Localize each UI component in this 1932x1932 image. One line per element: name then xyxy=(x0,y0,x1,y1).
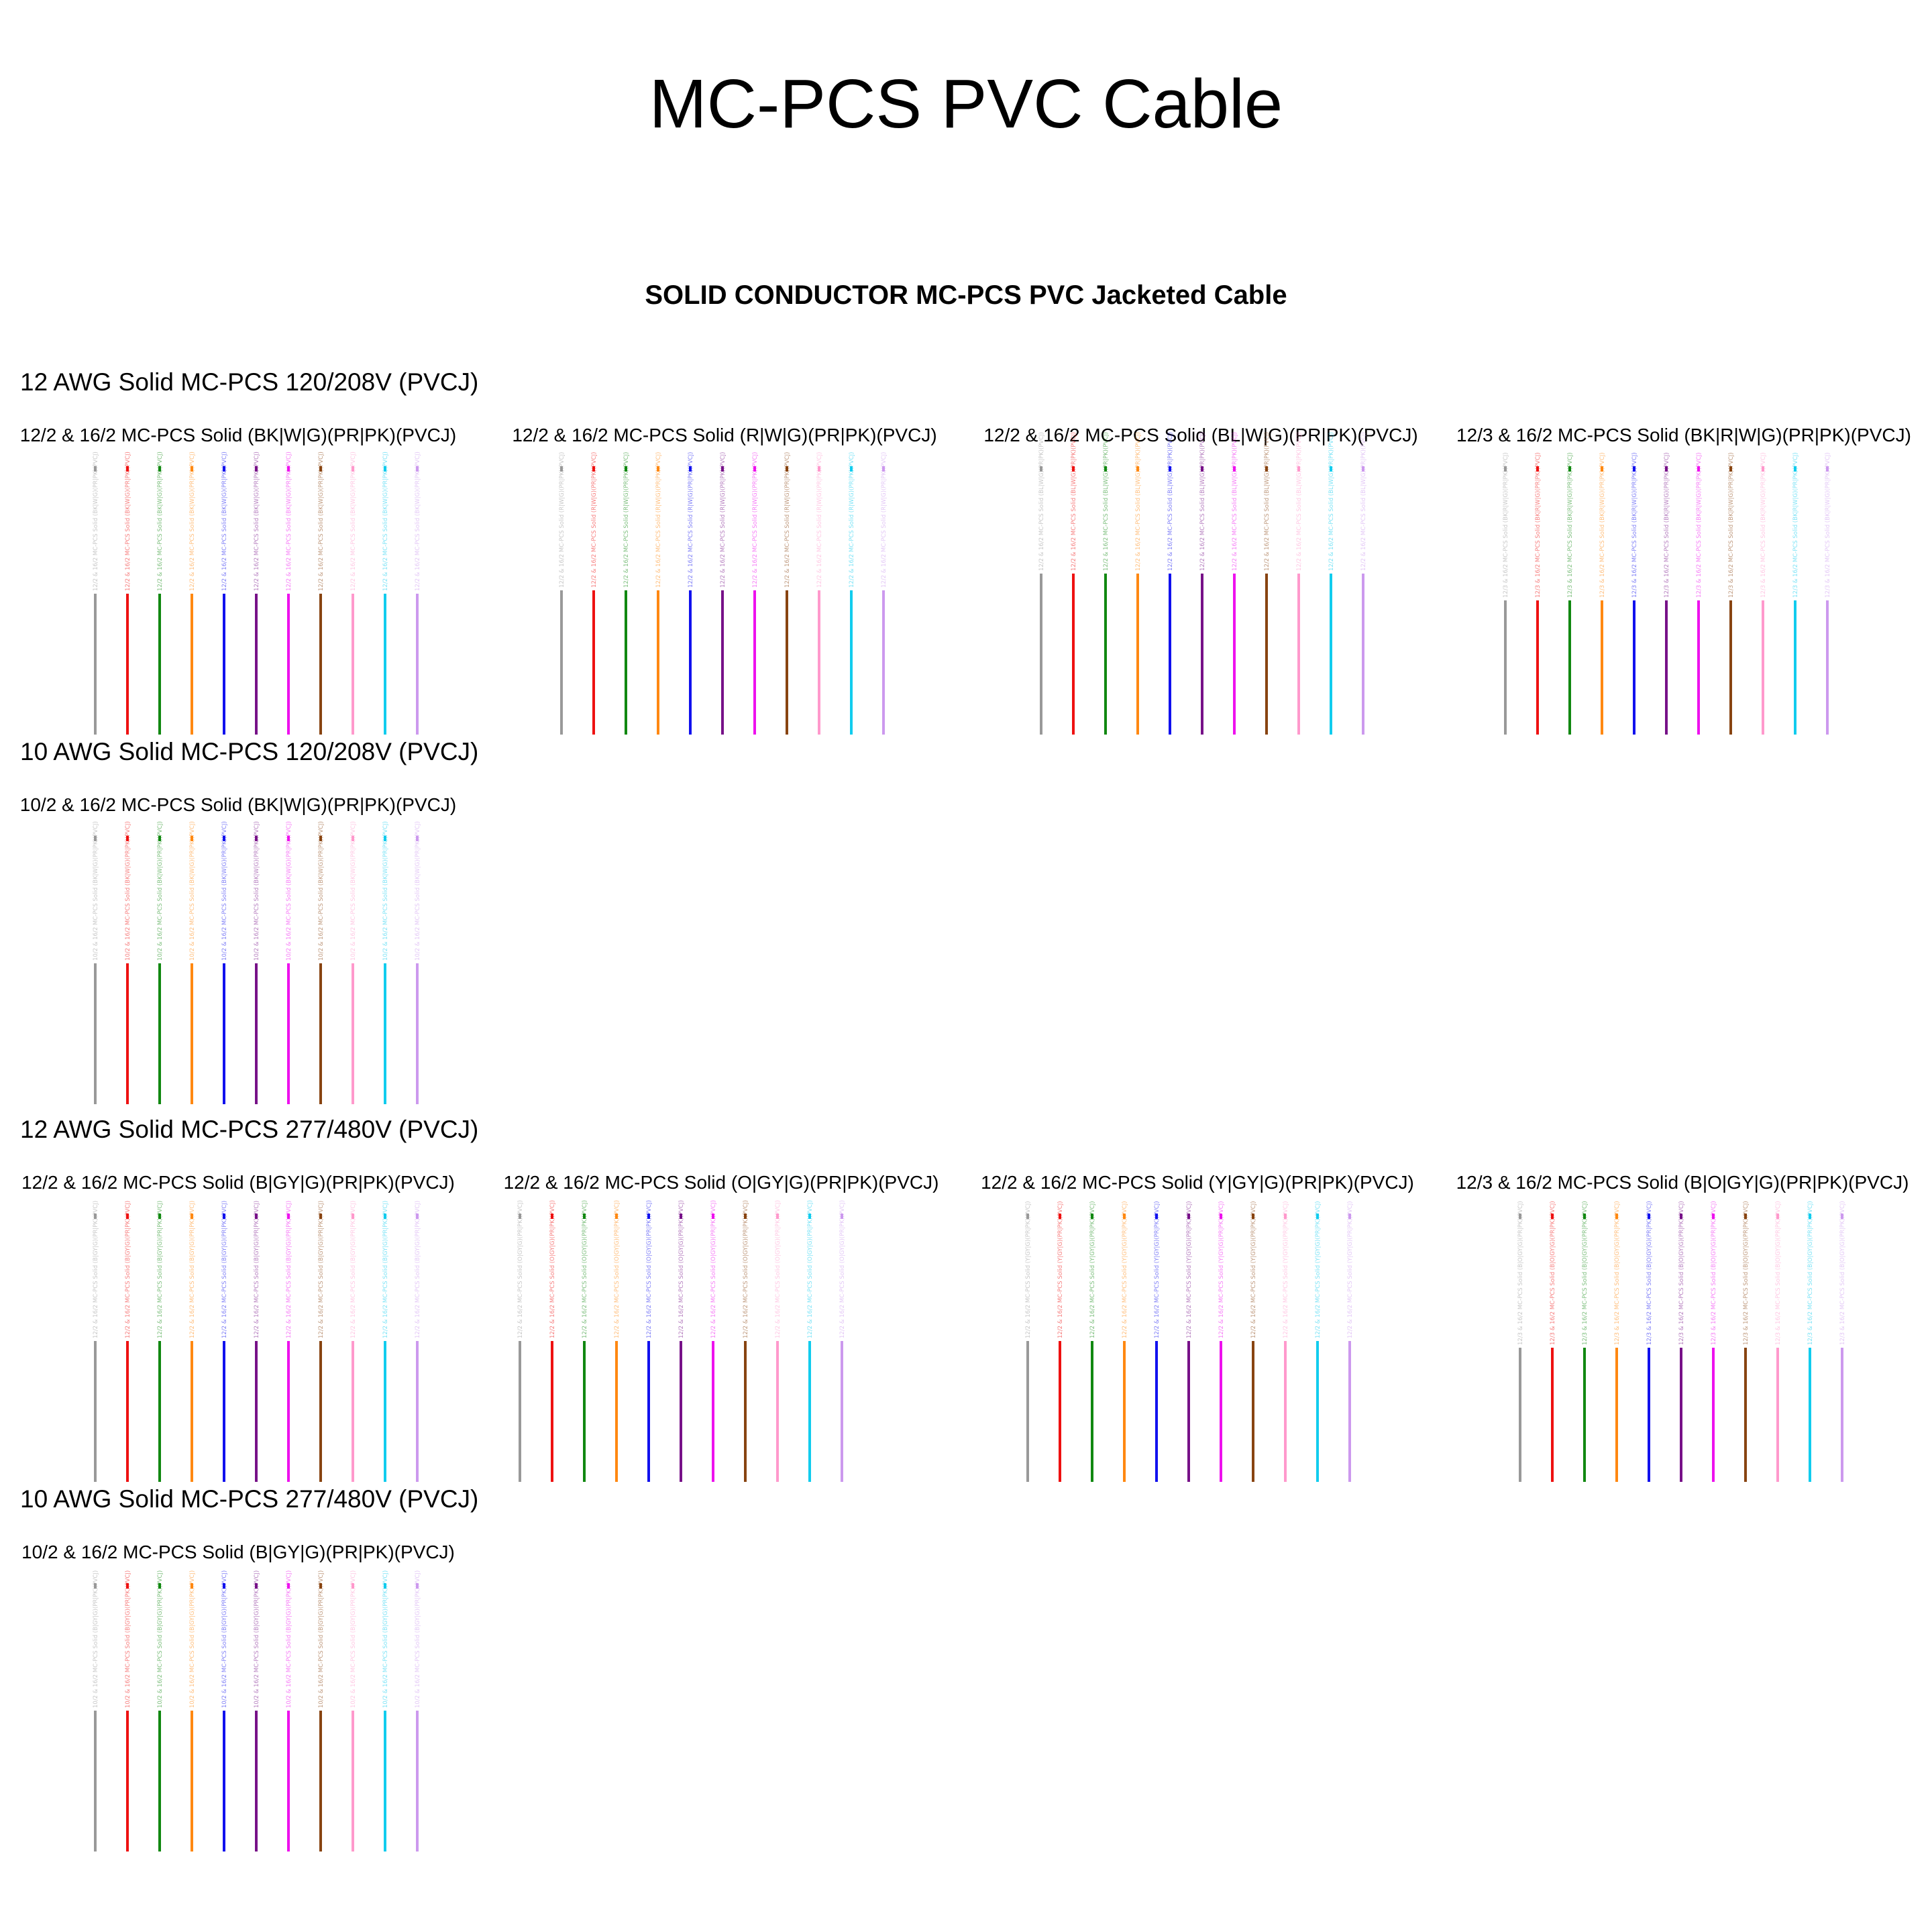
cable-label: 12/2 & 16/2 MC-PCS Solid (BK|W|G)(PR|PK)(PVCJ) xyxy=(19,425,457,445)
wire-bundle xyxy=(1505,1201,1854,1482)
wire-print-text: 12/2 & 16/2 MC-PCS Solid (BL|W|G)(PR|PK)(PVCJ) xyxy=(1360,432,1367,571)
wire-conductor xyxy=(1794,600,1796,735)
wire-bundle xyxy=(547,451,896,735)
wire-conductor xyxy=(126,1341,129,1482)
wire-print-text: 12/2 & 16/2 MC-PCS Solid (BK|W|G)(PR|PK)(PVCJ) xyxy=(350,451,357,591)
wire-conductor xyxy=(583,1341,586,1482)
cable-diagram xyxy=(80,821,429,1108)
wire-print-text: 10/2 & 16/2 MC-PCS Solid (BK|W|G)(PR|PK)(PVCJ) xyxy=(125,821,131,961)
wire-print-text: 12/3 & 16/2 MC-PCS Solid (BK|R|W|G)(PR|PK)(PVCJ) xyxy=(1535,452,1542,598)
wire-print-text: 10/2 & 16/2 MC-PCS Solid (BK|W|G)(PR|PK)(PVCJ) xyxy=(221,821,228,961)
wire-conductor xyxy=(721,590,724,735)
wire-conductor xyxy=(647,1341,650,1482)
wire-print-text: 12/2 & 16/2 MC-PCS Solid (BK|W|G)(PR|PK)(PVCJ) xyxy=(415,451,421,591)
wire-print-text: 12/3 & 16/2 MC-PCS Solid (BK|R|W|G)(PR|PK)(PVCJ) xyxy=(1567,452,1574,598)
wire-print-text: 12/2 & 16/2 MC-PCS Solid (B|GY|G)(PR|PK)(PVCJ) xyxy=(189,1200,196,1338)
wire-conductor xyxy=(1136,574,1139,735)
wire-print-text: 12/2 & 16/2 MC-PCS Solid (R|W|G)(PR|PK)(PVCJ) xyxy=(720,451,727,588)
wire-conductor xyxy=(1059,1341,1061,1482)
wire-print-text: 12/2 & 16/2 MC-PCS Solid (B|GY|G)(PR|PK)(PVCJ) xyxy=(254,1200,260,1338)
wire-print-text: 12/2 & 16/2 MC-PCS Solid (Y|GY|G)(PR|PK)(PVCJ) xyxy=(1283,1201,1289,1338)
wire-conductor xyxy=(1362,574,1364,735)
wire-conductor xyxy=(126,1711,129,1851)
wire-print-text: 12/2 & 16/2 MC-PCS Solid (B|GY|G)(PR|PK)(PVCJ) xyxy=(286,1200,292,1338)
wire-conductor xyxy=(384,1341,386,1482)
wire-bundle xyxy=(80,821,429,1104)
wire-conductor xyxy=(1265,574,1268,735)
wire-conductor xyxy=(625,590,627,735)
wire-conductor xyxy=(191,963,193,1104)
wire-conductor xyxy=(1330,574,1332,735)
cable-diagram xyxy=(80,451,429,738)
wire-print-text: 10/2 & 16/2 MC-PCS Solid (B|GY|G)(PR|PK)(PVCJ) xyxy=(318,1570,325,1708)
cable-diagram xyxy=(1026,432,1375,738)
wire-print-text: 12/2 & 16/2 MC-PCS Solid (BL|W|G)(PR|PK)(PVCJ) xyxy=(1199,432,1206,571)
wire-print-text: 12/2 & 16/2 MC-PCS Solid (O|GY|G)(PR|PK)(PVCJ) xyxy=(614,1199,621,1338)
wire-conductor xyxy=(126,594,129,735)
wire-print-text: 12/2 & 16/2 MC-PCS Solid (Y|GY|G)(PR|PK)(PVCJ) xyxy=(1089,1201,1096,1338)
wire-conductor xyxy=(1187,1341,1190,1482)
wire-conductor xyxy=(808,1341,811,1482)
wire-print-text: 12/2 & 16/2 MC-PCS Solid (B|GY|G)(PR|PK)(PVCJ) xyxy=(318,1200,325,1338)
wire-conductor xyxy=(1091,1341,1093,1482)
wire-print-text: 12/2 & 16/2 MC-PCS Solid (O|GY|G)(PR|PK)(PVCJ) xyxy=(517,1199,524,1338)
wire-conductor xyxy=(1615,1348,1618,1482)
wire-conductor xyxy=(1072,574,1075,735)
wire-print-text: 12/2 & 16/2 MC-PCS Solid (O|GY|G)(PR|PK)(PVCJ) xyxy=(646,1199,653,1338)
wire-print-text: 12/2 & 16/2 MC-PCS Solid (Y|GY|G)(PR|PK)(PVCJ) xyxy=(1186,1201,1193,1338)
wire-conductor xyxy=(416,1711,419,1851)
wire-conductor xyxy=(416,963,419,1104)
wire-print-text: 12/3 & 16/2 MC-PCS Solid (BK|R|W|G)(PR|PK)(PVCJ) xyxy=(1696,452,1703,598)
wire-print-text: 12/2 & 16/2 MC-PCS Solid (BL|W|G)(PR|PK)(PVCJ) xyxy=(1135,432,1142,571)
wire-print-text: 12/3 & 16/2 MC-PCS Solid (B|O|GY|G)(PR|PK)(PVCJ) xyxy=(1582,1201,1589,1345)
wire-print-text: 12/3 & 16/2 MC-PCS Solid (B|O|GY|G)(PR|PK)(PVCJ) xyxy=(1743,1201,1750,1345)
wire-conductor xyxy=(352,963,354,1104)
wire-print-text: 12/3 & 16/2 MC-PCS Solid (B|O|GY|G)(PR|PK)(PVCJ) xyxy=(1614,1201,1621,1345)
wire-conductor xyxy=(287,1711,290,1851)
wire-print-text: 12/3 & 16/2 MC-PCS Solid (B|O|GY|G)(PR|PK)(PVCJ) xyxy=(1711,1201,1717,1345)
wire-print-text: 12/2 & 16/2 MC-PCS Solid (BL|W|G)(PR|PK)(PVCJ) xyxy=(1103,432,1110,571)
wire-conductor xyxy=(1220,1341,1222,1482)
wire-conductor xyxy=(882,590,885,735)
wire-print-text: 10/2 & 16/2 MC-PCS Solid (BK|W|G)(PR|PK)(PVCJ) xyxy=(286,821,292,961)
wire-conductor xyxy=(158,1711,161,1851)
wire-conductor xyxy=(1568,600,1571,735)
wire-conductor xyxy=(1729,600,1732,735)
wire-print-text: 12/2 & 16/2 MC-PCS Solid (O|GY|G)(PR|PK)(PVCJ) xyxy=(710,1199,717,1338)
wire-conductor xyxy=(1551,1348,1554,1482)
wire-print-text: 12/2 & 16/2 MC-PCS Solid (BL|W|G)(PR|PK)(PVCJ) xyxy=(1264,432,1271,571)
wire-conductor xyxy=(94,963,97,1104)
wire-print-text: 12/2 & 16/2 MC-PCS Solid (BL|W|G)(PR|PK)(PVCJ) xyxy=(1296,432,1303,571)
wire-print-text: 12/2 & 16/2 MC-PCS Solid (R|W|G)(PR|PK)(PVCJ) xyxy=(559,451,566,588)
wire-print-text: 12/2 & 16/2 MC-PCS Solid (R|W|G)(PR|PK)(PVCJ) xyxy=(881,451,888,588)
wire-conductor xyxy=(223,963,225,1104)
wire-print-text: 12/2 & 16/2 MC-PCS Solid (BL|W|G)(PR|PK)(PVCJ) xyxy=(1232,432,1238,571)
wire-conductor xyxy=(1104,574,1107,735)
wire-print-text: 12/2 & 16/2 MC-PCS Solid (R|W|G)(PR|PK)(PVCJ) xyxy=(591,451,598,588)
wire-print-text: 12/3 & 16/2 MC-PCS Solid (BK|R|W|G)(PR|PK)(PVCJ) xyxy=(1728,452,1735,598)
group-label: 12 AWG Solid MC-PCS 120/208V (PVCJ) xyxy=(20,368,479,396)
wire-print-text: 12/2 & 16/2 MC-PCS Solid (Y|GY|G)(PR|PK)(PVCJ) xyxy=(1154,1201,1161,1338)
wire-print-text: 10/2 & 16/2 MC-PCS Solid (BK|W|G)(PR|PK)(PVCJ) xyxy=(157,821,164,961)
wire-conductor xyxy=(1348,1341,1351,1482)
wire-print-text: 12/2 & 16/2 MC-PCS Solid (Y|GY|G)(PR|PK)(PVCJ) xyxy=(1315,1201,1322,1338)
wire-conductor xyxy=(191,1341,193,1482)
wire-print-text: 12/2 & 16/2 MC-PCS Solid (BK|W|G)(PR|PK)(PVCJ) xyxy=(254,451,260,591)
group-label: 12 AWG Solid MC-PCS 277/480V (PVCJ) xyxy=(20,1116,479,1143)
wire-print-text: 12/2 & 16/2 MC-PCS Solid (BK|W|G)(PR|PK)(PVCJ) xyxy=(318,451,325,591)
wire-print-text: 10/2 & 16/2 MC-PCS Solid (B|GY|G)(PR|PK)(PVCJ) xyxy=(157,1570,164,1708)
wire-conductor xyxy=(1762,600,1764,735)
group-label: 10 AWG Solid MC-PCS 277/480V (PVCJ) xyxy=(20,1485,479,1513)
wire-conductor xyxy=(1201,574,1203,735)
wire-conductor xyxy=(712,1341,714,1482)
wire-print-text: 12/2 & 16/2 MC-PCS Solid (O|GY|G)(PR|PK)(PVCJ) xyxy=(743,1199,749,1338)
wire-conductor xyxy=(223,1341,225,1482)
wire-print-text: 12/2 & 16/2 MC-PCS Solid (O|GY|G)(PR|PK)(PVCJ) xyxy=(775,1199,782,1338)
wire-conductor xyxy=(352,1341,354,1482)
wire-print-text: 12/3 & 16/2 MC-PCS Solid (BK|R|W|G)(PR|PK)(PVCJ) xyxy=(1792,452,1799,598)
wire-conductor xyxy=(1252,1341,1254,1482)
wire-conductor xyxy=(1504,600,1507,735)
wire-conductor xyxy=(657,590,659,735)
wire-print-text: 12/2 & 16/2 MC-PCS Solid (B|GY|G)(PR|PK)(PVCJ) xyxy=(350,1200,357,1338)
wire-print-text: 12/2 & 16/2 MC-PCS Solid (O|GY|G)(PR|PK)(PVCJ) xyxy=(839,1199,846,1338)
wire-print-text: 10/2 & 16/2 MC-PCS Solid (BK|W|G)(PR|PK)(PVCJ) xyxy=(189,821,196,961)
wire-conductor xyxy=(1519,1348,1521,1482)
wire-conductor xyxy=(287,1341,290,1482)
wire-print-text: 10/2 & 16/2 MC-PCS Solid (B|GY|G)(PR|PK)(PVCJ) xyxy=(415,1570,421,1708)
cable-label: 12/2 & 16/2 MC-PCS Solid (R|W|G)(PR|PK)(PVCJ) xyxy=(512,425,937,445)
wire-conductor xyxy=(287,963,290,1104)
wire-print-text: 12/3 & 16/2 MC-PCS Solid (BK|R|W|G)(PR|PK)(PVCJ) xyxy=(1664,452,1670,598)
wire-conductor xyxy=(1776,1348,1779,1482)
wire-conductor xyxy=(352,1711,354,1851)
cable-label: 10/2 & 16/2 MC-PCS Solid (B|GY|G)(PR|PK)(PVCJ) xyxy=(21,1542,455,1562)
wire-print-text: 12/2 & 16/2 MC-PCS Solid (B|GY|G)(PR|PK)(PVCJ) xyxy=(382,1200,389,1338)
wire-conductor xyxy=(1648,1348,1650,1482)
wire-print-text: 12/2 & 16/2 MC-PCS Solid (B|GY|G)(PR|PK)(PVCJ) xyxy=(415,1200,421,1338)
wire-print-text: 12/2 & 16/2 MC-PCS Solid (Y|GY|G)(PR|PK)(PVCJ) xyxy=(1057,1201,1064,1338)
cable-label: 12/2 & 16/2 MC-PCS Solid (O|GY|G)(PR|PK)(PVCJ) xyxy=(503,1172,939,1193)
wire-print-text: 12/2 & 16/2 MC-PCS Solid (B|GY|G)(PR|PK)(PVCJ) xyxy=(221,1200,228,1338)
wire-print-text: 12/2 & 16/2 MC-PCS Solid (R|W|G)(PR|PK)(PVCJ) xyxy=(688,451,694,588)
wire-conductor xyxy=(680,1341,682,1482)
wire-conductor xyxy=(223,594,225,735)
wire-conductor xyxy=(1744,1348,1747,1482)
wire-print-text: 10/2 & 16/2 MC-PCS Solid (BK|W|G)(PR|PK)(PVCJ) xyxy=(93,821,99,961)
wire-print-text: 12/2 & 16/2 MC-PCS Solid (R|W|G)(PR|PK)(PVCJ) xyxy=(752,451,759,588)
wire-conductor xyxy=(319,1341,322,1482)
cable-label: 12/3 & 16/2 MC-PCS Solid (B|O|GY|G)(PR|PK)(PVCJ) xyxy=(1456,1172,1909,1193)
wire-print-text: 12/2 & 16/2 MC-PCS Solid (BL|W|G)(PR|PK)(PVCJ) xyxy=(1038,432,1045,571)
wire-conductor xyxy=(1809,1348,1811,1482)
wire-print-text: 12/3 & 16/2 MC-PCS Solid (B|O|GY|G)(PR|PK)(PVCJ) xyxy=(1839,1201,1846,1345)
wire-conductor xyxy=(1284,1341,1287,1482)
wire-print-text: 12/2 & 16/2 MC-PCS Solid (BK|W|G)(PR|PK)(PVCJ) xyxy=(189,451,196,591)
wire-print-text: 12/2 & 16/2 MC-PCS Solid (Y|GY|G)(PR|PK)(PVCJ) xyxy=(1347,1201,1354,1338)
wire-conductor xyxy=(1583,1348,1586,1482)
wire-print-text: 12/3 & 16/2 MC-PCS Solid (B|O|GY|G)(PR|PK)(PVCJ) xyxy=(1517,1201,1524,1345)
wire-conductor xyxy=(1826,600,1829,735)
cable-diagram xyxy=(505,1199,854,1485)
wire-conductor xyxy=(223,1711,225,1851)
wire-conductor xyxy=(255,1341,258,1482)
cable-label: 12/2 & 16/2 MC-PCS Solid (BL|W|G)(PR|PK)(PVCJ) xyxy=(983,425,1418,445)
wire-conductor xyxy=(158,1341,161,1482)
page-title: MC-PCS PVC Cable xyxy=(649,65,1283,142)
wire-print-text: 12/2 & 16/2 MC-PCS Solid (O|GY|G)(PR|PK)(PVCJ) xyxy=(549,1199,556,1338)
wire-print-text: 12/2 & 16/2 MC-PCS Solid (BK|W|G)(PR|PK)(PVCJ) xyxy=(221,451,228,591)
wire-conductor xyxy=(1026,1341,1029,1482)
wire-conductor xyxy=(158,963,161,1104)
wire-bundle xyxy=(80,1200,429,1482)
wire-print-text: 12/2 & 16/2 MC-PCS Solid (B|GY|G)(PR|PK)(PVCJ) xyxy=(125,1200,131,1338)
cable-label: 12/3 & 16/2 MC-PCS Solid (BK|R|W|G)(PR|PK)(PVCJ) xyxy=(1456,425,1911,445)
wire-print-text: 12/2 & 16/2 MC-PCS Solid (BL|W|G)(PR|PK)(PVCJ) xyxy=(1167,432,1174,571)
wire-conductor xyxy=(319,963,322,1104)
wire-print-text: 12/3 & 16/2 MC-PCS Solid (BK|R|W|G)(PR|PK)(PVCJ) xyxy=(1599,452,1606,598)
wire-conductor xyxy=(384,963,386,1104)
cable-label: 12/2 & 16/2 MC-PCS Solid (Y|GY|G)(PR|PK)(PVCJ) xyxy=(981,1172,1414,1193)
wire-print-text: 12/2 & 16/2 MC-PCS Solid (R|W|G)(PR|PK)(PVCJ) xyxy=(816,451,823,588)
wire-conductor xyxy=(255,1711,258,1851)
wire-print-text: 10/2 & 16/2 MC-PCS Solid (B|GY|G)(PR|PK)(PVCJ) xyxy=(286,1570,292,1708)
wire-conductor xyxy=(1040,574,1042,735)
wire-print-text: 12/2 & 16/2 MC-PCS Solid (BK|W|G)(PR|PK)(PVCJ) xyxy=(382,451,389,591)
wire-print-text: 12/2 & 16/2 MC-PCS Solid (BK|W|G)(PR|PK)(PVCJ) xyxy=(125,451,131,591)
wire-print-text: 12/2 & 16/2 MC-PCS Solid (B|GY|G)(PR|PK)(PVCJ) xyxy=(157,1200,164,1338)
wire-print-text: 12/2 & 16/2 MC-PCS Solid (R|W|G)(PR|PK)(PVCJ) xyxy=(849,451,855,588)
wire-bundle xyxy=(505,1199,854,1482)
wire-bundle xyxy=(80,451,429,735)
wire-conductor xyxy=(126,963,129,1104)
wire-conductor xyxy=(1316,1341,1319,1482)
wire-print-text: 12/2 & 16/2 MC-PCS Solid (BK|W|G)(PR|PK)(PVCJ) xyxy=(93,451,99,591)
group-label: 10 AWG Solid MC-PCS 120/208V (PVCJ) xyxy=(20,738,479,765)
wire-print-text: 10/2 & 16/2 MC-PCS Solid (BK|W|G)(PR|PK)(PVCJ) xyxy=(382,821,389,961)
cable-diagram xyxy=(80,1570,429,1855)
wire-bundle xyxy=(1026,432,1375,735)
wire-print-text: 12/2 & 16/2 MC-PCS Solid (BL|W|G)(PR|PK)(PVCJ) xyxy=(1071,432,1077,571)
wire-conductor xyxy=(776,1341,779,1482)
wire-print-text: 12/3 & 16/2 MC-PCS Solid (B|O|GY|G)(PR|PK)(PVCJ) xyxy=(1775,1201,1782,1345)
wire-conductor xyxy=(384,1711,386,1851)
wire-conductor xyxy=(1712,1348,1715,1482)
wire-print-text: 12/2 & 16/2 MC-PCS Solid (R|W|G)(PR|PK)(PVCJ) xyxy=(784,451,791,588)
wire-print-text: 10/2 & 16/2 MC-PCS Solid (B|GY|G)(PR|PK)(PVCJ) xyxy=(189,1570,196,1708)
wire-print-text: 12/2 & 16/2 MC-PCS Solid (O|GY|G)(PR|PK)(PVCJ) xyxy=(582,1199,588,1338)
wire-conductor xyxy=(319,594,322,735)
wire-conductor xyxy=(1601,600,1603,735)
wire-conductor xyxy=(551,1341,553,1482)
wire-conductor xyxy=(1123,1341,1126,1482)
wire-print-text: 10/2 & 16/2 MC-PCS Solid (B|GY|G)(PR|PK)(PVCJ) xyxy=(221,1570,228,1708)
wire-conductor xyxy=(744,1341,747,1482)
cable-diagram xyxy=(1491,452,1839,738)
wire-print-text: 10/2 & 16/2 MC-PCS Solid (B|GY|G)(PR|PK)(PVCJ) xyxy=(93,1570,99,1708)
wire-print-text: 12/3 & 16/2 MC-PCS Solid (B|O|GY|G)(PR|PK)(PVCJ) xyxy=(1550,1201,1556,1345)
wire-print-text: 10/2 & 16/2 MC-PCS Solid (B|GY|G)(PR|PK)(PVCJ) xyxy=(125,1570,131,1708)
wire-conductor xyxy=(592,590,595,735)
wire-print-text: 12/3 & 16/2 MC-PCS Solid (B|O|GY|G)(PR|PK)(PVCJ) xyxy=(1646,1201,1653,1345)
cable-diagram xyxy=(1505,1201,1854,1485)
wire-conductor xyxy=(1155,1341,1158,1482)
cable-label: 10/2 & 16/2 MC-PCS Solid (BK|W|G)(PR|PK)(PVCJ) xyxy=(19,794,457,815)
wire-conductor xyxy=(287,594,290,735)
wire-conductor xyxy=(416,1341,419,1482)
wire-print-text: 10/2 & 16/2 MC-PCS Solid (BK|W|G)(PR|PK)(PVCJ) xyxy=(318,821,325,961)
wire-print-text: 10/2 & 16/2 MC-PCS Solid (B|GY|G)(PR|PK)(PVCJ) xyxy=(254,1570,260,1708)
wire-bundle xyxy=(80,1570,429,1851)
wire-print-text: 12/2 & 16/2 MC-PCS Solid (Y|GY|G)(PR|PK)(PVCJ) xyxy=(1218,1201,1225,1338)
wire-conductor xyxy=(689,590,692,735)
wire-conductor xyxy=(1680,1348,1682,1482)
wire-print-text: 12/3 & 16/2 MC-PCS Solid (BK|R|W|G)(PR|PK)(PVCJ) xyxy=(1760,452,1767,598)
wire-conductor xyxy=(818,590,820,735)
wire-conductor xyxy=(416,594,419,735)
wire-conductor xyxy=(615,1341,618,1482)
wire-print-text: 12/2 & 16/2 MC-PCS Solid (Y|GY|G)(PR|PK)(PVCJ) xyxy=(1250,1201,1257,1338)
wire-conductor xyxy=(1169,574,1171,735)
wire-conductor xyxy=(519,1341,521,1482)
wire-print-text: 10/2 & 16/2 MC-PCS Solid (B|GY|G)(PR|PK)(PVCJ) xyxy=(382,1570,389,1708)
wire-bundle xyxy=(1013,1201,1362,1482)
wire-conductor xyxy=(1297,574,1300,735)
wire-conductor xyxy=(1633,600,1635,735)
wire-conductor xyxy=(850,590,853,735)
wire-print-text: 12/2 & 16/2 MC-PCS Solid (BK|W|G)(PR|PK)(PVCJ) xyxy=(286,451,292,591)
wire-print-text: 12/2 & 16/2 MC-PCS Solid (BK|W|G)(PR|PK)(PVCJ) xyxy=(157,451,164,591)
wire-print-text: 12/2 & 16/2 MC-PCS Solid (Y|GY|G)(PR|PK)(PVCJ) xyxy=(1122,1201,1128,1338)
wire-print-text: 12/3 & 16/2 MC-PCS Solid (BK|R|W|G)(PR|PK)(PVCJ) xyxy=(1503,452,1509,598)
wire-print-text: 12/3 & 16/2 MC-PCS Solid (BK|R|W|G)(PR|PK)(PVCJ) xyxy=(1825,452,1831,598)
wire-conductor xyxy=(191,594,193,735)
cable-diagram xyxy=(547,451,896,738)
wire-conductor xyxy=(1536,600,1539,735)
wire-conductor xyxy=(1233,574,1236,735)
wire-print-text: 12/2 & 16/2 MC-PCS Solid (O|GY|G)(PR|PK)(PVCJ) xyxy=(807,1199,814,1338)
wire-print-text: 12/2 & 16/2 MC-PCS Solid (BL|W|G)(PR|PK)(PVCJ) xyxy=(1328,432,1335,571)
wire-conductor xyxy=(352,594,354,735)
wire-conductor xyxy=(319,1711,322,1851)
wire-print-text: 12/2 & 16/2 MC-PCS Solid (O|GY|G)(PR|PK)(PVCJ) xyxy=(678,1199,685,1338)
wire-print-text: 10/2 & 16/2 MC-PCS Solid (BK|W|G)(PR|PK)(PVCJ) xyxy=(254,821,260,961)
wire-conductor xyxy=(786,590,788,735)
wire-conductor xyxy=(94,1341,97,1482)
wire-print-text: 12/2 & 16/2 MC-PCS Solid (B|GY|G)(PR|PK)(PVCJ) xyxy=(93,1200,99,1338)
wire-conductor xyxy=(94,1711,97,1851)
wire-print-text: 10/2 & 16/2 MC-PCS Solid (B|GY|G)(PR|PK)(PVCJ) xyxy=(350,1570,357,1708)
cable-label: 12/2 & 16/2 MC-PCS Solid (B|GY|G)(PR|PK)(PVCJ) xyxy=(21,1172,455,1193)
wire-print-text: 10/2 & 16/2 MC-PCS Solid (BK|W|G)(PR|PK)(PVCJ) xyxy=(415,821,421,961)
wire-print-text: 12/3 & 16/2 MC-PCS Solid (BK|R|W|G)(PR|PK)(PVCJ) xyxy=(1631,452,1638,598)
wire-conductor xyxy=(560,590,563,735)
wire-print-text: 12/2 & 16/2 MC-PCS Solid (Y|GY|G)(PR|PK)(PVCJ) xyxy=(1025,1201,1032,1338)
wire-print-text: 12/3 & 16/2 MC-PCS Solid (B|O|GY|G)(PR|PK)(PVCJ) xyxy=(1807,1201,1814,1345)
cable-diagram xyxy=(1013,1201,1362,1485)
wire-print-text: 12/2 & 16/2 MC-PCS Solid (R|W|G)(PR|PK)(PVCJ) xyxy=(623,451,630,588)
wire-conductor xyxy=(384,594,386,735)
wire-conductor xyxy=(94,594,97,735)
wire-conductor xyxy=(158,594,161,735)
wire-conductor xyxy=(191,1711,193,1851)
wire-conductor xyxy=(1697,600,1700,735)
wire-conductor xyxy=(255,594,258,735)
wire-conductor xyxy=(255,963,258,1104)
cable-diagram xyxy=(80,1200,429,1485)
section-subtitle: SOLID CONDUCTOR MC-PCS PVC Jacketed Cable xyxy=(645,280,1287,310)
wire-conductor xyxy=(1841,1348,1843,1482)
wire-conductor xyxy=(753,590,756,735)
wire-bundle xyxy=(1491,452,1839,735)
wire-print-text: 12/2 & 16/2 MC-PCS Solid (R|W|G)(PR|PK)(PVCJ) xyxy=(655,451,662,588)
wire-print-text: 10/2 & 16/2 MC-PCS Solid (BK|W|G)(PR|PK)(PVCJ) xyxy=(350,821,357,961)
wire-conductor xyxy=(841,1341,843,1482)
wire-print-text: 12/3 & 16/2 MC-PCS Solid (B|O|GY|G)(PR|PK)(PVCJ) xyxy=(1678,1201,1685,1345)
wire-conductor xyxy=(1665,600,1668,735)
